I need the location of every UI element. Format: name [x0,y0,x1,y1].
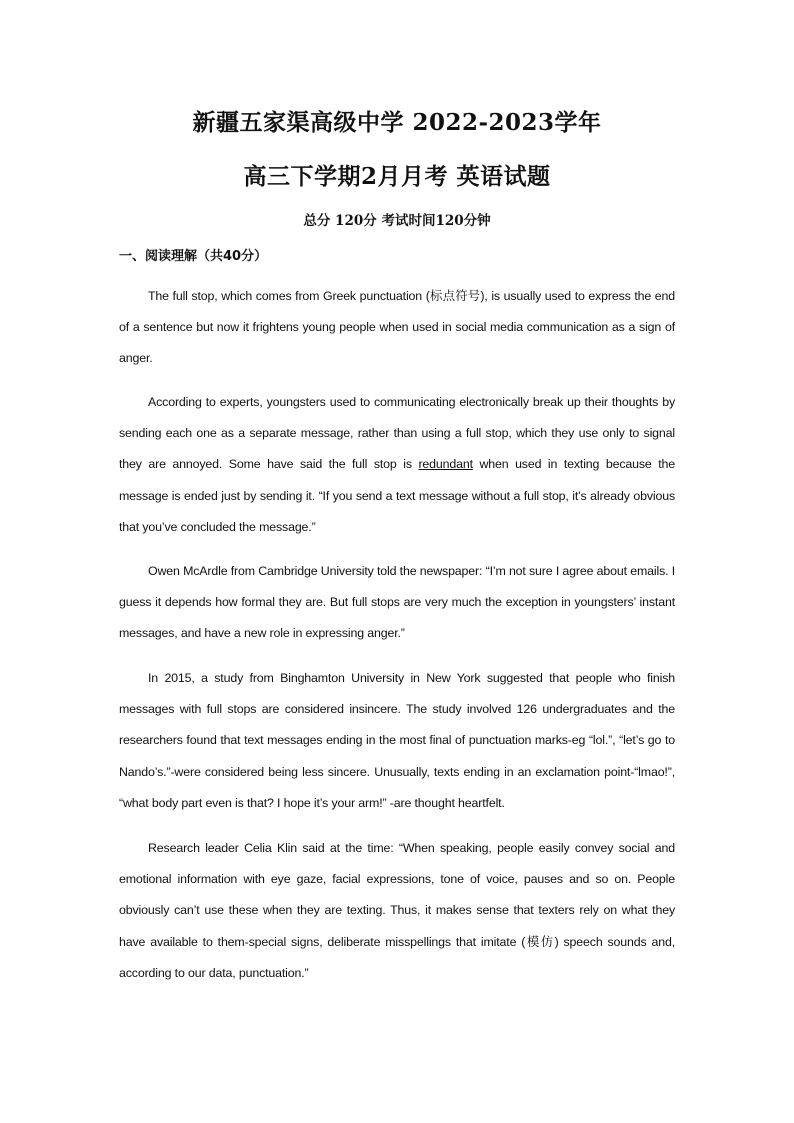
passage-paragraph-2 [119,387,675,543]
exam-title-line2: 高三下学期2月月考 英语试题 [243,163,551,190]
passage-paragraph-5: Research leader Celia Klin said at the time: “When speaking, people easily convey social and emotional information with eye gaze, facial expressions, tone of voice, pauses and so on. People obviously can’t use these when they are texting. Thus, it makes sense that texters rely on what they have available to them-special signs, deliberate misspellings that imitate (模仿) speech sounds and, according to our data, punctuation.” [119,841,675,980]
exam-title-line1: 新疆五家渠高级中学 2022-2023学年 [192,109,602,136]
exam-subtitle: 总分 120分 考试时间120分钟 [303,213,491,229]
passage-paragraph-3: Owen McArdle from Cambridge University told the newspaper: “I’m not sure I agree about emails. I guess it depends how formal they are. But full stops are very much the exception in youngsters’ instant messages, and have a new role in expressing anger.” [119,564,675,641]
section-heading: 一、阅读理解（共40分） [119,249,268,264]
underlined-word: redundant [418,457,473,472]
paragraph-2-text-before: According to experts, youngsters used to communicating electronically break up their thoughts by sending each one as a separate message, rather than using a full stop, which they use only to signal they are annoyed. Some have said the full stop is [119,395,675,472]
passage-paragraph-1: The full stop, which comes from Greek punctuation (标点符号), is usually used to express the end of a sentence but now it frightens young people when used in social media communication as a sign of anger. [119,289,675,366]
passage-paragraph-4: In 2015, a study from Binghamton University in New York suggested that people who finish messages with full stops are considered insincere. The study involved 126 undergraduates and the researchers found that text messages ending in the most final of punctuation marks-eg “lol.”, “let’s go to Nando’s.”-were considered being less sincere. Unusually, texts ending in an exclamation point-“lmao!”, “what body part even is that? I hope it’s your arm!” -are thought heartfelt. [119,671,675,810]
paragraph-2-text-after: when used in texting because the message is ended just by sending it. “If you send a text message without a full stop, it’s already obvious that you’ve concluded the message.” [119,457,675,534]
